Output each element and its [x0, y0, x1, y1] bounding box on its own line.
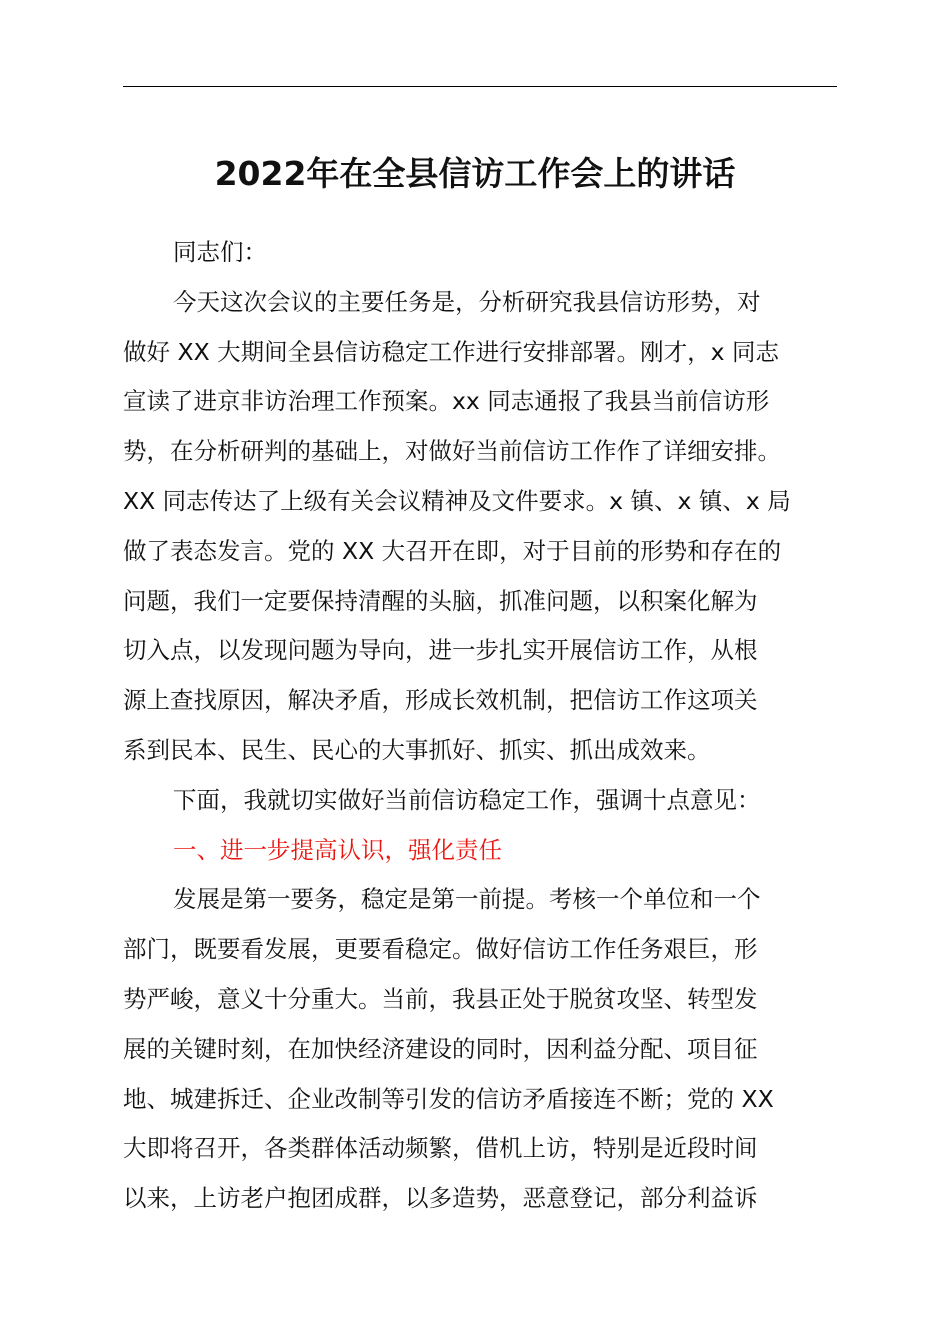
paragraph-line: 发展是第一要务，稳定是第一前提。考核一个单位和一个: [173, 885, 761, 914]
paragraph-line: 势严峻，意义十分重大。当前，我县正处于脱贫攻坚、转型发: [123, 984, 758, 1013]
paragraph-line: 今天这次会议的主要任务是，分析研究我县信访形势，对: [173, 287, 761, 316]
paragraph-line: 以来，上访老户抱团成群，以多造势，恶意登记，部分利益诉: [123, 1184, 758, 1213]
paragraph-line: 系到民本、民生、民心的大事抓好、抓实、抓出成效来。: [123, 735, 711, 764]
salutation: 同志们：: [173, 238, 267, 266]
paragraph-line: 部门，既要看发展，更要看稳定。做好信访工作任务艰巨，形: [123, 935, 758, 964]
paragraph-line: 切入点，以发现问题为导向，进一步扎实开展信访工作，从根: [123, 636, 758, 665]
paragraph-line: 下面，我就切实做好当前信访稳定工作，强调十点意见：: [173, 785, 761, 814]
paragraph-line: 做了表态发言。党的 XX 大召开在即，对于目前的形势和存在的: [123, 536, 782, 565]
paragraph-line: 大即将召开，各类群体活动频繁，借机上访，特别是近段时间: [123, 1134, 758, 1163]
header-rule: [123, 86, 837, 87]
paragraph-line: 问题，我们一定要保持清醒的头脑，抓准问题，以积案化解为: [123, 586, 758, 615]
paragraph-line: 源上查找原因，解决矛盾，形成长效机制，把信访工作这项关: [123, 686, 758, 715]
paragraph-line: 地、城建拆迁、企业改制等引发的信访矛盾接连不断；党的 XX: [123, 1084, 774, 1113]
paragraph-line: 势，在分析研判的基础上，对做好当前信访工作作了详细安排。: [123, 437, 781, 466]
section-heading: 一、进一步提高认识，强化责任: [173, 835, 502, 864]
paragraph-line: 展的关键时刻，在加快经济建设的同时，因利益分配、项目征: [123, 1034, 758, 1063]
paragraph-line: 宣读了进京非访治理工作预案。xx 同志通报了我县当前信访形: [123, 387, 770, 416]
document-title: 2022年在全县信访工作会上的讲话: [214, 154, 736, 193]
paragraph-line: XX 同志传达了上级有关会议精神及文件要求。x 镇、x 镇、x 局: [123, 486, 791, 515]
paragraph-line: 做好 XX 大期间全县信访稳定工作进行安排部署。刚才，x 同志: [123, 337, 780, 366]
document-body: [123, 228, 841, 1224]
